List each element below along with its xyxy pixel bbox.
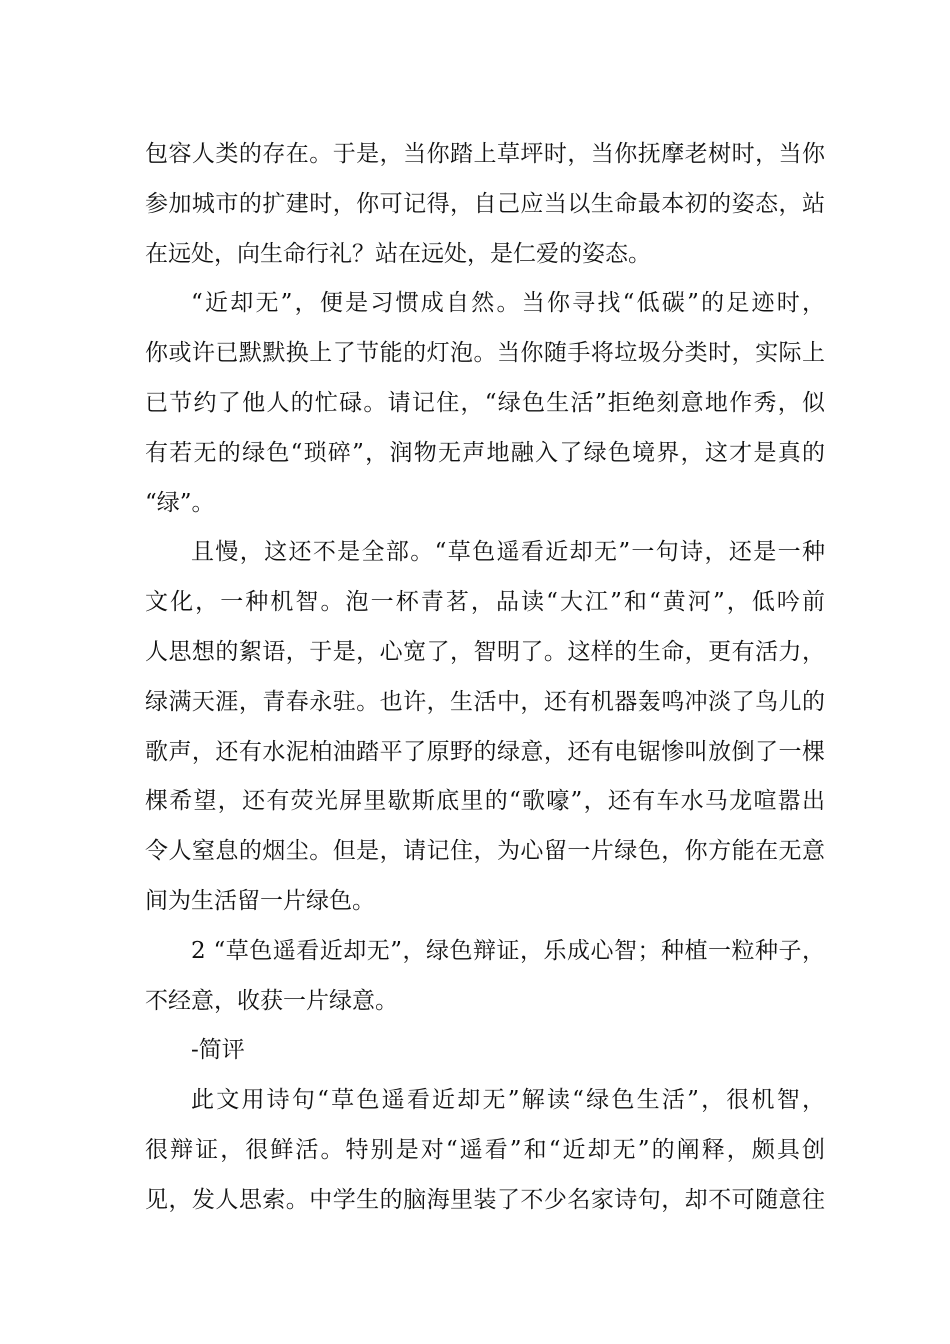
text-line: 棵希望，还有荧光屏里歇斯底里的“歌嚎”，还有车水马龙喧嚣出 [145,788,825,815]
text-line: 你或许已默默换上了节能的灯泡。当你随手将垃圾分类时，实际上 [145,340,825,367]
text-line: 已节约了他人的忙碌。请记住，“绿色生活”拒绝刻意地作秀，似 [145,389,825,416]
text-line: “绿”。 [145,489,215,516]
text-line: 在远处，向生命行礼？站在远处，是仁爱的姿态。 [145,240,651,267]
text-line: 参加城市的扩建时，你可记得，自己应当以生命最本初的姿态，站 [145,190,825,217]
body-text [145,130,825,1226]
text-line: 间为生活留一片绿色。 [145,887,375,914]
text-line: 此文用诗句“草色遥看近却无”解读“绿色生活”，很机智， [191,1087,825,1114]
text-line: 见，发人思索。中学生的脑海里装了不少名家诗句，却不可随意往 [145,1186,825,1213]
text-line: 且慢，这还不是全部。“草色遥看近却无”一句诗，还是一种 [191,539,825,566]
text-line: 很辩证，很鲜活。特别是对“遥看”和“近却无”的阐释，颇具创 [145,1136,825,1163]
text-line: 文化，一种机智。泡一杯青茗，品读“大江”和“黄河”，低吟前 [145,589,825,616]
text-line: 2 “草色遥看近却无”，绿色辩证，乐成心智；种植一粒种子， [191,937,825,964]
text-line: 人思想的絮语，于是，心宽了，智明了。这样的生命，更有活力， [145,638,825,665]
text-line: 令人窒息的烟尘。但是，请记住，为心留一片绿色，你方能在无意 [145,838,825,865]
text-line: 绿满天涯，青春永驻。也许，生活中，还有机器轰鸣冲淡了鸟儿的 [145,688,825,715]
text-line: 不经意，收获一片绿意。 [145,987,398,1014]
text-line: 歌声，还有水泥柏油踏平了原野的绿意，还有电锯惨叫放倒了一棵 [145,738,825,765]
text-line: 包容人类的存在。于是，当你踏上草坪时，当你抚摩老树时，当你 [145,141,825,167]
text-line: -简评 [191,1037,245,1064]
text-line: 有若无的绿色“琐碎”，润物无声地融入了绿色境界，这才是真的 [145,439,825,466]
text-line: “近却无”，便是习惯成自然。当你寻找“低碳”的足迹时， [191,290,825,317]
